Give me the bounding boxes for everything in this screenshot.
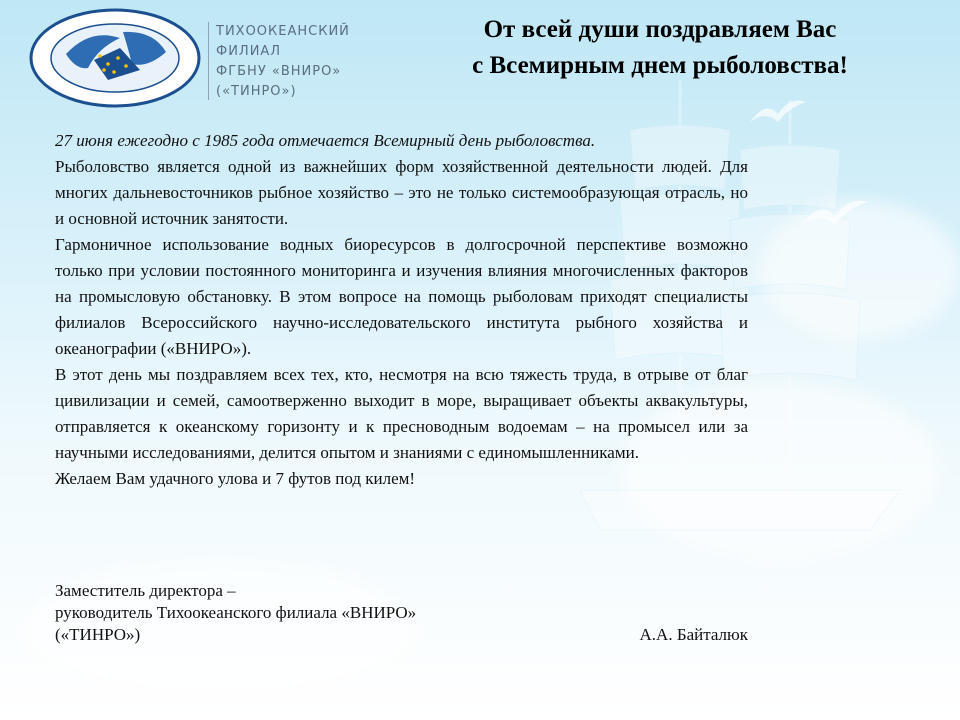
seagull-icon (748, 92, 808, 132)
logo-divider (208, 22, 209, 100)
letter-body (55, 128, 748, 492)
signature-title-line: («ТИНРО») (55, 625, 141, 644)
paragraph-2: Гармоничное использование водных биоресурсов в долгосрочной перспективе возможно только при условии постоянного мониторинга и изучения влияния многочисленных факторов на промысловую обстановку. В этом вопросе на помощь рыболовам приходят специалисты филиалов Всероссийского научно-исследовательского института рыбного хозяйства и океанографии («ВНИРО»). (55, 235, 748, 358)
date-line: 27 июня ежегодно с 1985 года отмечается Всемирный день рыболовства. (55, 131, 596, 150)
organization-name (216, 22, 366, 102)
signature-title-line: руководитель Тихоокеанского филиала «ВНИРО» (55, 603, 417, 622)
seagull-icon (800, 190, 870, 236)
org-line: («ТИНРО») (216, 84, 297, 99)
signature-title-line: Заместитель директора – (55, 581, 236, 600)
signatory-name: А.А. Байталюк (639, 625, 748, 644)
signature-block (55, 580, 748, 646)
paragraph-3: В этот день мы поздравляем всех тех, кто, несмотря на всю тяжесть труда, в отрыве от благ цивилизации и семей, самоотверженно выходит в море, выращивает объекты аквакультуры, отправляется к океанскому горизонту и к пресноводным водоемам – на промысел или за научными исследованиями, делится опытом и знаниями с единомышленниками. (55, 365, 748, 462)
paragraph-1: Рыболовство является одной из важнейших форм хозяйственной деятельности людей. Для многих дальневосточников рыбное хозяйство – это не только системообразующая отрасль, но и основной источник занятости. (55, 157, 748, 228)
vniro-logo (28, 8, 203, 108)
title-line-2: с Всемирным днем рыболовства! (472, 52, 848, 79)
greeting-title (400, 12, 920, 84)
title-line-1: От всей души поздравляем Вас (483, 16, 837, 43)
org-line: ФИЛИАЛ (216, 44, 282, 59)
org-line: ФГБНУ «ВНИРО» (216, 64, 342, 79)
paragraph-4: Желаем Вам удачного улова и 7 футов под килем! (55, 469, 416, 488)
org-line: ТИХООКЕАНСКИЙ (216, 24, 350, 39)
